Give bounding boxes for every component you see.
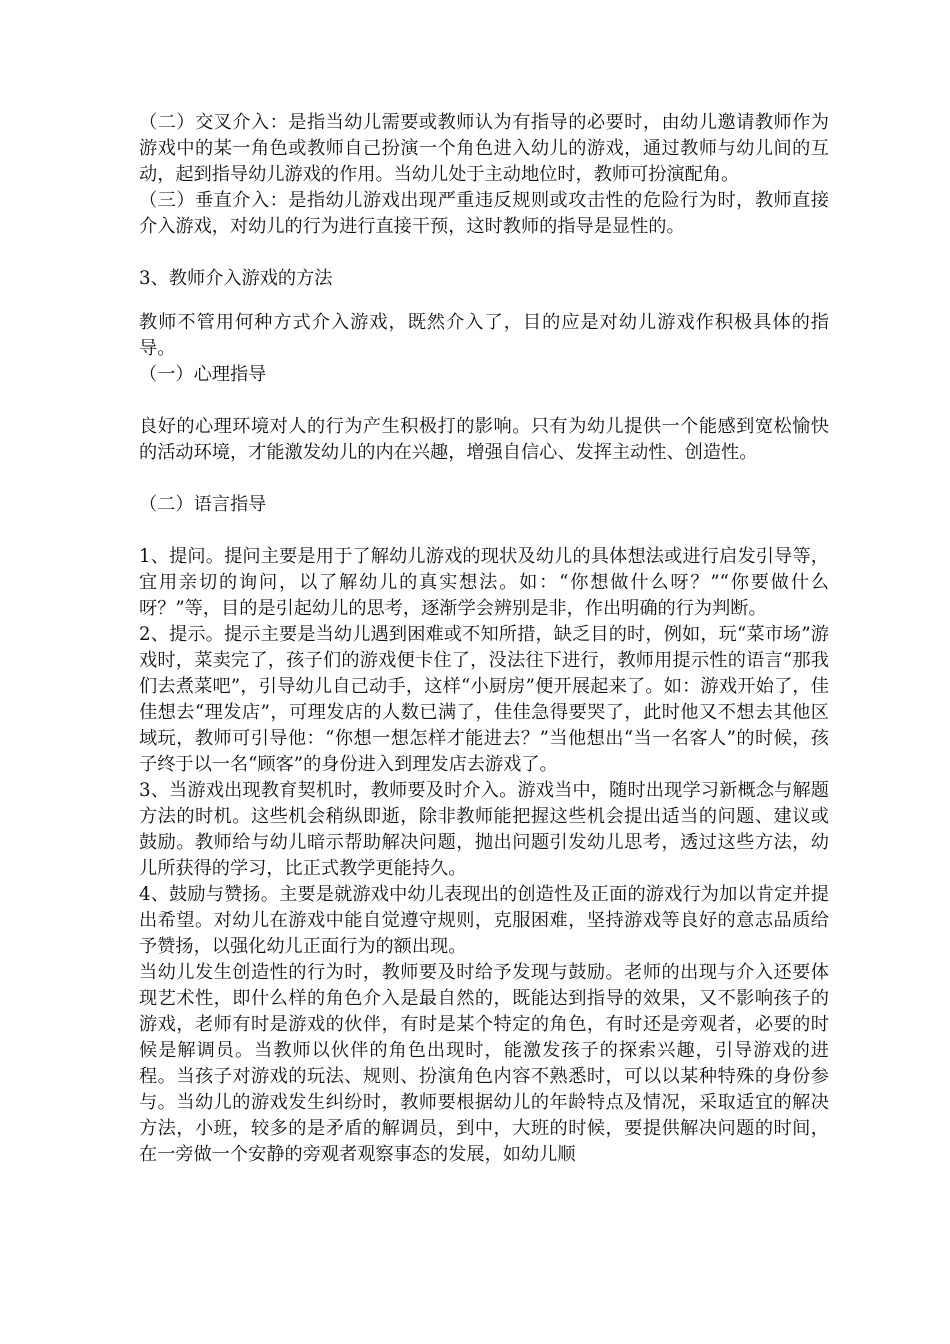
paragraph-prompting: 2、提示。提示主要是当幼儿遇到困难或不知所措，缺乏目的时，例如，玩“菜市场”游戏时，菜卖完了，孩子们的游戏便卡住了，没法往下进行，教师用提示性的语言“那我们去煮菜吧”，引导幼儿自己动手，这样“小厨房”便开展起来了。如：游戏开始了，佳佳想去“理发店”，可理发店的人数已满了，佳佳急得要哭了，此时他又不想去其他区域玩，教师可引导他：“你想一想怎样才能进去？”当他想出“当一名客人”的时候，孩子终于以一名“顾客”的身份进入到理发店去游戏了。	[139, 624, 829, 775]
document-page	[139, 110, 829, 1168]
paragraph-teachable-moment: 3、当游戏出现教育契机时，教师要及时介入。游戏当中，随时出现学习新概念与解题方法的时机。这些机会稍纵即逝，除非教师能把握这些机会提出适当的问题、建议或鼓励。教师给与幼儿暗示帮助解决问题，抛出问题引发幼儿思考，透过这些方法，幼儿所获得的学习，比正式教学更能持久。	[139, 780, 829, 879]
section-heading-methods: 3、教师介入游戏的方法	[139, 268, 333, 289]
paragraph-encouragement: 4、鼓励与赞扬。主要是就游戏中幼儿表现出的创造性及正面的游戏行为加以肯定并提出希望。对幼儿在游戏中能自觉遵守规则，克服困难，坚持游戏等良好的意志品质给予赞扬，以强化幼儿正面行为的额出现。	[139, 884, 829, 957]
paragraph-psychological-guidance: 良好的心理环境对人的行为产生积极打的影响。只有为幼儿提供一个能感到宽松愉快的活动环境，才能激发幼儿的内在兴趣，增强自信心、发挥主动性、创造性。	[139, 416, 829, 463]
subheading-language-guidance: （二）语言指导	[139, 494, 267, 515]
paragraph-questioning: 1、提问。提问主要是用于了解幼儿游戏的现状及幼儿的具体想法或进行启发引导等，宜用亲切的询问，以了解幼儿的真实想法。如：“你想做什么呀？”“你要做什么呀？”等，目的是引起幼儿的思考，逐渐学会辨别是非，作出明确的行为判断。	[139, 546, 829, 619]
paragraph-cross-intervention: （二）交叉介入：是指当幼儿需要或教师认为有指导的必要时，由幼儿邀请教师作为游戏中的某一角色或教师自己扮演一个角色进入幼儿的游戏，通过教师与幼儿间的互动，起到指导幼儿游戏的作用。当幼儿处于主动地位时，教师可扮演配角。	[139, 112, 829, 185]
paragraph-creative-behavior: 当幼儿发生创造性的行为时，教师要及时给予发现与鼓励。老师的出现与介入还要体现艺术性，即什么样的角色介入是最自然的，既能达到指导的效果，又不影响孩子的游戏，老师有时是游戏的伙伴，有时是某个特定的角色，有时还是旁观者，必要的时候是解调员。当教师以伙伴的角色出现时，能激发孩子的探索兴趣，引导游戏的进程。当孩子对游戏的玩法、规则、扮演角色内容不熟悉时，可以以某种特殊的身份参与。当幼儿的游戏发生纠纷时，教师要根据幼儿的年龄特点及情况，采取适宜的解决方法，小班，较多的是矛盾的解调员，到中，大班的时候，要提供解决问题的时间，在一旁做一个安静的旁观者观察事态的发展，如幼儿顺	[139, 962, 829, 1165]
paragraph-methods-intro: 教师不管用何种方式介入游戏，既然介入了，目的应是对幼儿游戏作积极具体的指导。	[139, 312, 829, 359]
paragraph-vertical-intervention: （三）垂直介入：是指幼儿游戏出现严重违反规则或攻击性的危险行为时，教师直接介入游戏，对幼儿的行为进行直接干预，这时教师的指导是显性的。	[139, 190, 829, 237]
subheading-psychological-guidance: （一）心理指导	[139, 364, 267, 385]
